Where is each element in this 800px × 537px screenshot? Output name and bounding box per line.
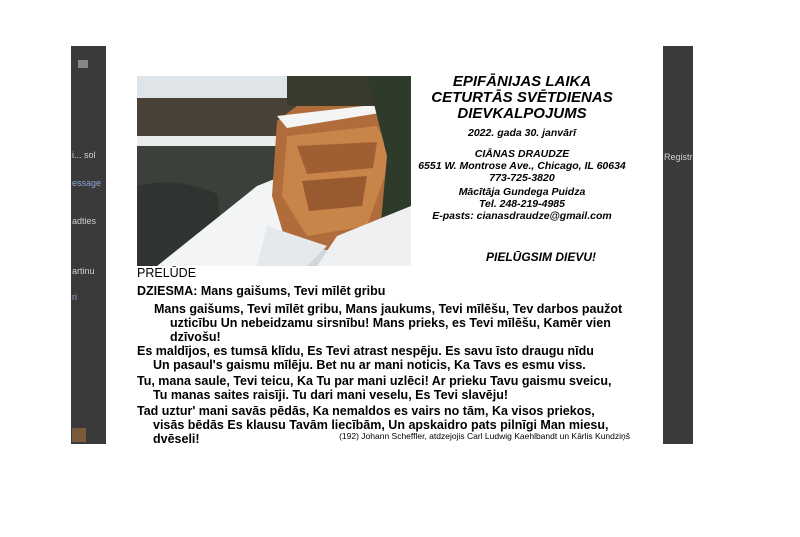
church-name: CIĀNAS DRAUDZE bbox=[474, 148, 570, 160]
song-verse bbox=[154, 302, 644, 344]
verse-line: Un pasaul's gaismu mīlēju. Bet nu ar mani noticis, Ka Tavs es esmu viss. bbox=[153, 358, 586, 372]
pastor-phone: Tel. 248-219-4985 bbox=[478, 198, 565, 210]
background-thumbnail[interactable] bbox=[72, 428, 86, 442]
song-verse bbox=[137, 344, 647, 372]
background-sidebar-right bbox=[663, 46, 693, 444]
verse-line: uzticību Un nebeidzamu sirsnību! Mans prieks, es Tevi mīlēšu, Kamēr vien bbox=[170, 316, 611, 330]
prelude-label: PRELŪDE bbox=[137, 266, 197, 280]
pastor-name: Mācītāja Gundega Puidza bbox=[458, 186, 586, 198]
folder-icon[interactable] bbox=[78, 60, 88, 68]
verse-line: Tu manas saites raisīji. Tu dari mani veselu, Es Tevi slavēju! bbox=[153, 388, 509, 402]
church-email: E-pasts: cianasdraudze@gmail.com bbox=[432, 210, 612, 222]
service-date: 2022. gada 30. janvārī bbox=[468, 127, 576, 139]
verse-line: visās bēdās Es klausu Tavām liecībām, Un apskaidro pats pilnīgi Man miesu, bbox=[153, 418, 609, 432]
background-sidebar-left bbox=[71, 46, 106, 444]
background-text-fragment: Registr bbox=[664, 152, 693, 162]
hymn-credit: (192) Johann Scheffler, atdzejojis Carl Ludwig Kaehlbandt un Kārlis Kundziņš bbox=[339, 431, 630, 441]
cliff-river-photo bbox=[137, 76, 411, 266]
document-page bbox=[106, 46, 663, 444]
verse-line: dvēseli! bbox=[153, 432, 200, 444]
background-text-fragment: adties bbox=[72, 216, 97, 226]
page-title-line: CETURTĀS SVĒTDIENAS bbox=[431, 89, 613, 106]
background-text-fragment: artinu bbox=[72, 266, 95, 276]
verse-line: Tad uztur' mani savās pēdās, Ka nemaldos es vairs no tām, Ka visos priekos, bbox=[137, 404, 595, 418]
page-title-line: DIEVKALPOJUMS bbox=[457, 105, 587, 122]
verse-line: Mans gaišums, Tevi mīlēt gribu, Mans jaukums, Tevi mīlēšu, Tev darbos paužot bbox=[154, 302, 623, 316]
verse-line: Tu, mana saule, Tevi teicu, Ka Tu par mani uzlēci! Ar prieku Tavu gaismu sveicu, bbox=[137, 374, 612, 388]
background-text-fragment: i... sol bbox=[72, 150, 96, 160]
song-verse bbox=[137, 374, 647, 402]
prayer-heading: PIELŪGSIM DIEVU! bbox=[486, 250, 597, 264]
verse-line: Es maldījos, es tumsā klīdu, Es Tevi atrast nespēju. Es savu īsto draugu nīdu bbox=[137, 344, 594, 358]
page-title-line: EPIFĀNIJAS LAIKA bbox=[452, 73, 592, 90]
background-link-fragment[interactable]: ri bbox=[72, 292, 77, 302]
song-title: DZIESMA: Mans gaišums, Tevi mīlēt gribu bbox=[137, 284, 386, 298]
church-address: 6551 W. Montrose Ave., Chicago, IL 60634 bbox=[418, 160, 626, 172]
background-link-fragment[interactable]: essage bbox=[72, 178, 102, 188]
verse-line: dzīvošu! bbox=[170, 330, 221, 344]
church-phone: 773-725-3820 bbox=[489, 172, 555, 184]
